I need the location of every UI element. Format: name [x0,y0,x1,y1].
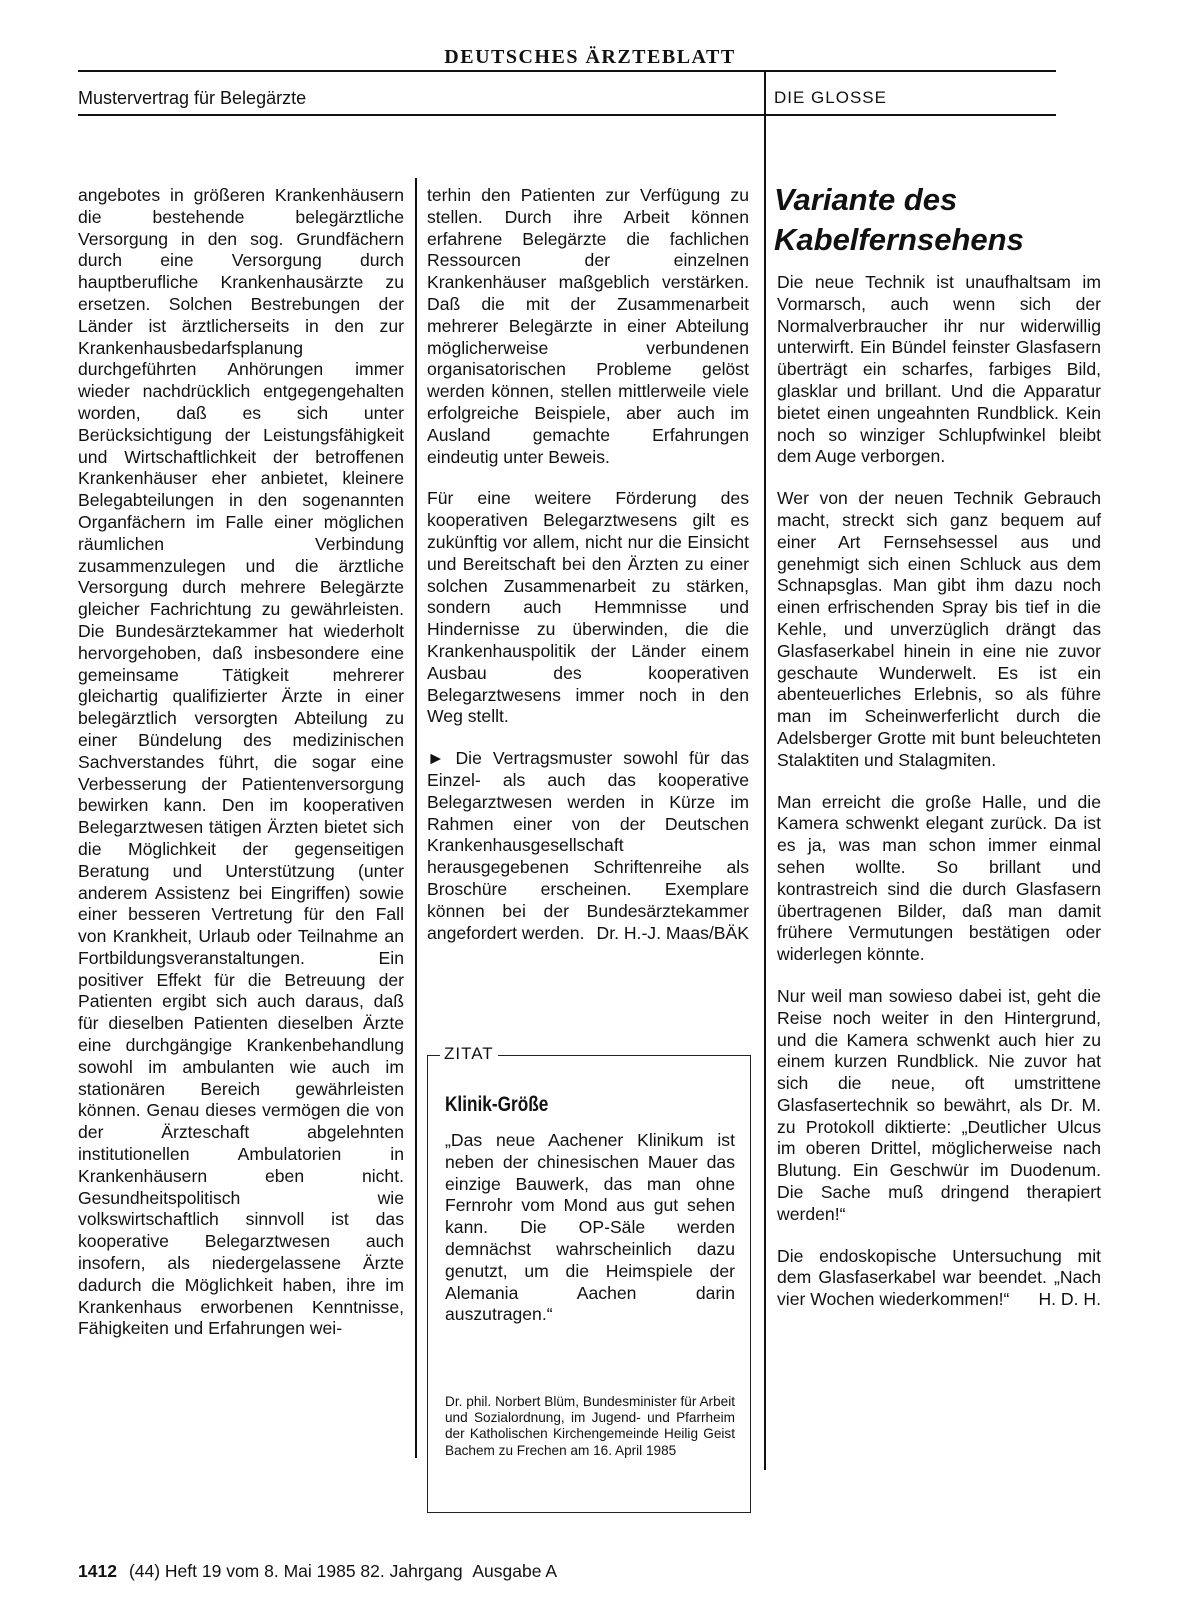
triangle-bullet-icon: ► [427,748,445,769]
glosse-author: H. D. H. [1038,1289,1101,1310]
page-footer [78,1561,557,1582]
issue-info: (44) Heft 19 vom 8. Mai 1985 82. Jahrgang [128,1561,463,1581]
article-paragraph: angebotes in größeren Krankenhäusern die bestehende belegärztliche Versorgung in den sog. Grundfächern durch eine Versorgung durch hauptberufliche Krankenhausärzte zu ersetzen. Solchen Bestrebungen der Länder ist ärztlicherseits in den zur Krankenhausbedarfsplanung durchgeführten Anhörungen immer wieder nachdrücklich entgegengehalten worden, daß es sich unter Berücksichtigung der Leistungsfähigkeit und Wirtschaftlichkeit der betroffenen Krankenhäuser eher anbietet, kleinere Belegabteilungen in den sogenannten Organfächern im Falle einer möglichen räumlichen Verbindung zusammenzulegen und die ärztliche Versorgung durch mehrere Belegärzte gleicher Fachrichtung zu gewährleisten. Die Bundesärztekammer hat wiederholt hervorgehoben, daß insbesondere eine gemeinsame Tätigkeit mehrerer gleichartig qualifizierter Ärzte in einer belegärztlich versorgten Abteilung zu einer Bündelung des medizinischen Sachverstandes führt, die sogar eine Verbesserung der Patientenversorgung bewirken kann. Den im kooperativen Belegarztwesen tätigen Ärzten bietet sich die Möglichkeit der gegenseitigen Beratung und Unterstützung (unter anderem Assistenz bei Eingriffen) sowie einer besseren Vertretung für den Fall von Krankheit, Urlaub oder Teilnahme an Fortbildungsveranstaltungen. Ein positiver Effekt für die Betreuung der Patienten ergibt sich auch daraus, daß für dieselben Patienten dieselben Ärzte eine durchgängige Krankenbehandlung sowohl im ambulanten wie auch im stationären Bereich gewährleisten können. Genau dieses vermögen die von der Ärzteschaft abgelehnten institutionellen Ambulatorien in Krankenhäusern eben nicht. Gesundheitspolitisch wie volkswirtschaftlich sinnvoll ist das kooperative Belegarztwesen auch insofern, als niedergelassene Ärzte dadurch die Möglichkeit haben, ihre im Krankenhaus erworbenen Kenntnisse, Fähigkeiten und Erfahrungen wei- [78,185,404,1339]
edition-info: Ausgabe A [472,1561,557,1581]
article-paragraph-text: Die Vertragsmuster sowohl für das Einzel- als auch das kooperative Belegarztwesen werden in Kürze im Rahmen einer von der Deutschen Krankenhausgesellschaft herausgegebenen Schriftenreihe als Broschüre erscheinen. Exemplare können bei der Bundesärztekammer angefordert werden. [427,748,749,943]
glosse-paragraph [777,1246,1101,1311]
quote-text: „Das neue Aachener Klinikum ist neben der chinesischen Mauer das einzige Bauwerk, das man ohne Fernrohr vom Mond aus gut sehen kann. Die OP-Säle werden demnächst wahrscheinlich dazu genutzt, um die Heimspiele der Alemania Aachen darin auszutragen.“ [445,1130,735,1325]
page-number: 1412 [78,1561,117,1581]
article-author: Dr. H.-J. Maas/BÄK [596,922,749,943]
masthead: DEUTSCHES ÄRZTEBLATT [444,46,736,68]
header-rule-top [78,70,1056,72]
article-column-1 [78,185,404,1340]
glosse-paragraph-text: Die endoskopische Untersuchung mit dem Glasfaserkabel war beendet. „Nach vier Wochen wiederkommen!“ [777,1245,1101,1310]
column-divider-right [764,70,766,1470]
glosse-column [777,272,1101,1311]
section-title-left: Mustervertrag für Belegärzte [78,88,307,108]
glosse-headline-line-1: Variante des [774,182,958,217]
glosse-paragraph: Nur weil man sowieso dabei ist, geht die Reise noch weiter in den Hintergrund, und die Kamera schwenkt auch hier zu einem kurzen Rundblick. Nie zuvor hat sich die neue, oft umstrittene Glasfasertechnik so bewährt, als Dr. M. zu Protokoll diktierte: „Deutlicher Ulcus im oberen Drittel, möglicherweise nach Blutung. Ein Geschwür im Duodenum. Die Sache muß dringend therapiert werden!“ [777,985,1101,1224]
header-rule-bottom [78,114,1056,116]
column-divider-left [415,178,417,1458]
glosse-headline-line-2: Kabelfernsehens [774,222,1024,257]
article-paragraph [427,748,749,944]
quote-box-label: ZITAT [440,1044,498,1064]
glosse-paragraph: Man erreicht die große Halle, und die Kamera schwenkt elegant zurück. Da ist es ja, was man schon immer einmal sehen wollte. So brillant und kontrastreich sind die durch Glasfasern übertragenen Bilder, daß man damit frühere Vermutungen bestätigen oder widerlegen könnte. [777,791,1101,965]
section-title-right: DIE GLOSSE [774,88,887,107]
article-column-2 [427,185,749,944]
glosse-headline [774,180,1114,260]
glosse-paragraph: Die neue Technik ist unaufhaltsam im Vormarsch, auch wenn sich der Normalverbraucher ihr nur widerwillig unterwirft. Ein Bündel feinster Glasfasern überträgt ein scharfes, farbiges Bild, glasklar und brillant. Und die Apparatur bietet einen ungeahnten Rundblick. Kein noch so winziger Schlupfwinkel bleibt dem Auge verborgen. [777,272,1101,467]
quote-source: Dr. phil. Norbert Blüm, Bundesminister für Arbeit und Sozialordnung, im Jugend- und Pfarrheim der Katholischen Kirchengemeinde Heilig Geist Bachem zu Frechen am 16. April 1985 [445,1394,735,1458]
glosse-paragraph: Wer von der neuen Technik Gebrauch macht, streckt sich ganz bequem auf einer Art Fernsehsessel aus und genehmigt sich einen Schluck aus dem Schnapsglas. Man gibt ihm dazu noch einen erfrischenden Spray bis tief in die Kehle, und unverzüglich drängt das Glasfaserkabel hinein in eine nie zuvor geschaute Wunderwelt. Es ist ein abenteuerliches Erlebnis, so als führe man im Scheinwerferlicht durch die Adelsberger Grotte mit bunt beleuchteten Stalaktiten und Stalagmiten. [777,488,1101,770]
article-paragraph: terhin den Patienten zur Verfügung zu stellen. Durch ihre Arbeit können erfahrene Belegärzte die fachlichen Ressourcen der einzelnen Krankenhäuser maßgeblich verstärken. Daß die mit der Zusammenarbeit mehrerer Belegärzte in einer Abteilung möglicherweise verbundenen organisatorischen Probleme gelöst werden können, stellen mittlerweile viele erfolgreiche Beispiele, aber auch im Ausland gemachte Erfahrungen eindeutig unter Beweis. [427,185,749,467]
article-paragraph: Für eine weitere Förderung des kooperativen Belegarztwesens gilt es zukünftig vor allem, nicht nur die Einsicht und Bereitschaft bei den Ärzten zu einer solchen Zusammenarbeit zu stärken, sondern auch Hemmnisse und Hindernisse zu überwinden, die die Krankenhauspolitik der Länder einem Ausbau des kooperativen Belegarztwesens immer noch in den Weg stellt. [427,488,749,727]
quote-box-title: Klinik-Größe [445,1093,549,1116]
